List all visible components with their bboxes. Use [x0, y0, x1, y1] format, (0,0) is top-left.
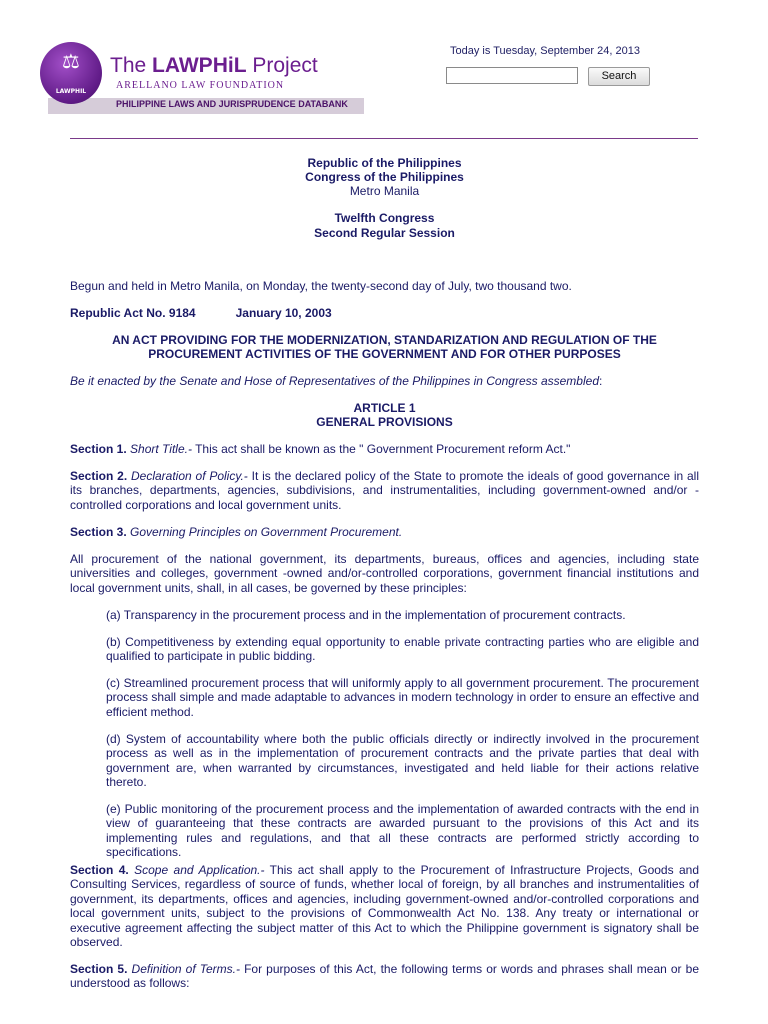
section-4: Section 4. Scope and Application.- This act shall apply to the Procurement of Infrastructure Projects, Goods and Consulting Services, regardless of source of funds, whether local of foreign, by all branches and instrumentalities of government, its departments, offices and agencies, including government-owned and/or-controlled corporations and local government units, subject to the provisions of Commonwealth Act No. 138. Any treaty or international or executive agreement affecting the subject matter of this Act to which the Philippine government is signatory shall be observed. — [70, 863, 699, 950]
principle-c: (c) Streamlined procurement process that will uniformly apply to all government procurement. The procurement process shall simple and made adaptable to advances in modern technology in order to ensure an effective and efficient method. — [106, 676, 699, 719]
scales-icon: ⚖ — [62, 49, 80, 73]
republic-heading: Republic of the Philippines — [307, 156, 462, 170]
act-number: Republic Act No. 9184 — [70, 306, 196, 320]
principle-b: (b) Competitiveness by extending equal opportunity to enable private contracting parties who are eligible and qualified to participate in public bidding. — [106, 635, 699, 664]
act-title-line-1: AN ACT PROVIDING FOR THE MODERNIZATION, STANDARIZATION AND REGULATION OF THE — [112, 333, 657, 347]
congress-number: Twelfth Congress — [334, 211, 435, 225]
section-1: Section 1. Short Title.- This act shall be known as the " Government Procurement reform Act." — [70, 442, 571, 456]
lawphil-logo[interactable] — [36, 38, 364, 114]
congress-heading: Congress of the Philippines — [305, 170, 464, 184]
act-date: January 10, 2003 — [235, 306, 332, 320]
principle-d: (d) System of accountability where both the public officials directly or indirectly involved in the procurement process as well as in the implementation of procurement contracts and the private parties that deal with government are, when warranted by circumstances, investigated and held liable for their actions relative thereto. — [106, 732, 699, 790]
principles-intro: All procurement of the national government, its departments, bureaus, offices and agencies, including state universities and colleges, government -owned and/or-controlled corporations, government financial institutions and local government units, shall, in all cases, be governed by these principles: — [70, 552, 699, 595]
search-input[interactable] — [446, 67, 578, 84]
scales-of-justice-seal-icon — [40, 42, 102, 104]
act-title-line-2: PROCUREMENT ACTIVITIES OF THE GOVERNMENT AND FOR OTHER PURPOSES — [148, 347, 621, 361]
section-2: Section 2. Declaration of Policy.- It is the declared policy of the State to promote the ideals of good governance in all its branches, departments, agencies, subdivisions, and instrumentalities, including government-owned and/or -controlled corporations and local government units. — [70, 469, 699, 512]
begun-statement: Begun and held in Metro Manila, on Monday, the twenty-second day of July, two thousand two. — [70, 279, 572, 293]
session-name: Second Regular Session — [314, 226, 455, 240]
brand-tagline: PHILIPPINE LAWS AND JURISPRUDENCE DATABANK — [116, 99, 348, 109]
seal-label: LAWPHIL — [55, 88, 87, 95]
article-title: GENERAL PROVISIONS — [316, 415, 453, 429]
brand-subtitle: ARELLANO LAW FOUNDATION — [116, 80, 285, 91]
section-3: Section 3. Governing Principles on Government Procurement. — [70, 525, 403, 539]
act-line — [70, 306, 699, 320]
section-5: Section 5. Definition of Terms.- For purposes of this Act, the following terms or words and phrases shall mean or be understood as follows: — [70, 962, 699, 991]
search-button[interactable]: Search — [588, 67, 650, 86]
location-heading: Metro Manila — [349, 184, 420, 198]
header-divider — [70, 138, 698, 139]
current-date: Today is Tuesday, September 24, 2013 — [450, 45, 640, 57]
article-number: ARTICLE 1 — [353, 401, 416, 415]
principle-a: (a) Transparency in the procurement process and in the implementation of procurement contracts. — [106, 608, 626, 622]
enacting-clause: Be it enacted by the Senate and Hose of Representatives of the Philippines in Congress assembled: — [70, 374, 603, 388]
principle-e: (e) Public monitoring of the procurement process and the implementation of awarded contracts with the end in view of guaranteeing that these contracts are awarded pursuant to the provisions of this Act and its implementing rules and regulations, and that all these contracts are performed strictly according to specifications. — [106, 802, 699, 860]
brand-title: The LAWPHiL Project — [110, 54, 318, 77]
